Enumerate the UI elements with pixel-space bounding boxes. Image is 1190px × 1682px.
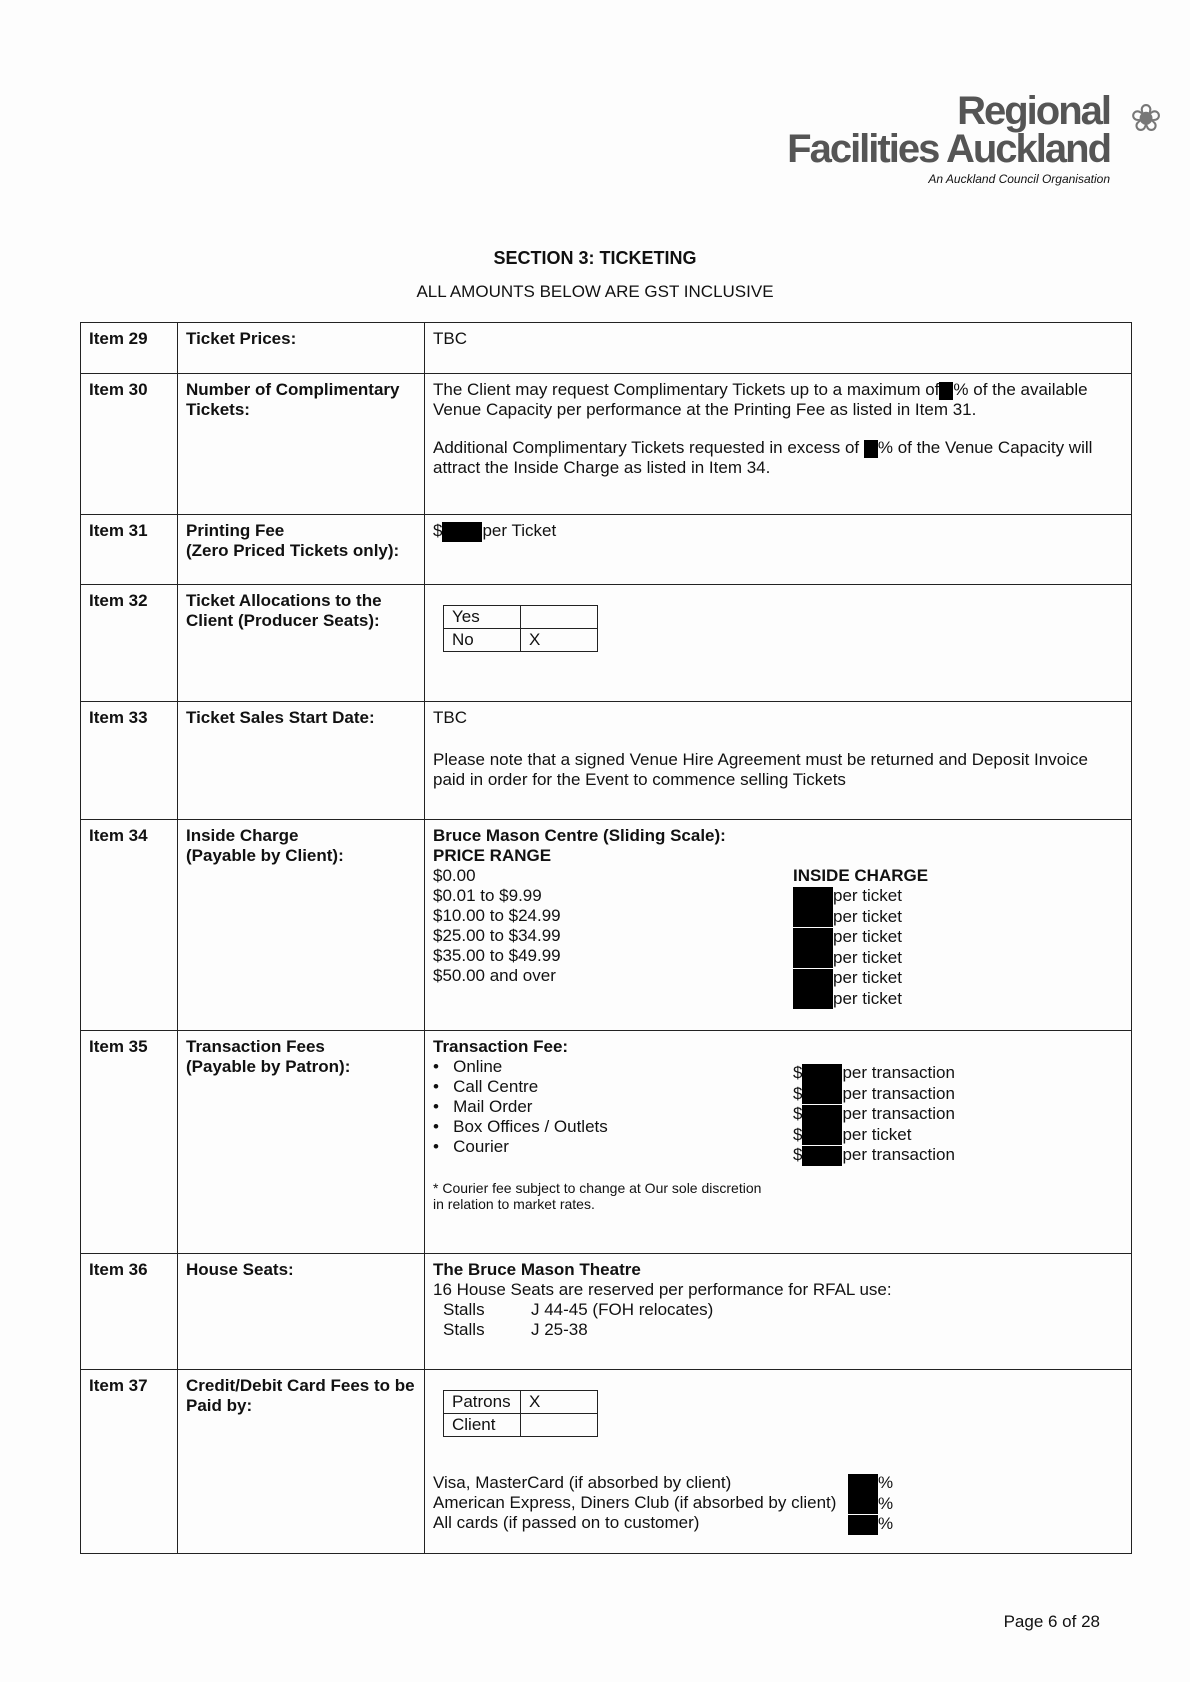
table-row: [81, 323, 1132, 374]
currency: $: [793, 1083, 803, 1103]
heading: Transaction Fee:: [433, 1037, 569, 1056]
fee-name: Box Offices / Outlets: [453, 1117, 608, 1136]
yes-label: Yes: [444, 606, 521, 629]
patrons-label: Patrons: [444, 1391, 521, 1414]
text: The Client may request Complimentary Tickets up to a maximum of: [433, 380, 940, 399]
label: Inside Charge: [186, 826, 299, 845]
heading: The Bruce Mason Theatre: [433, 1260, 641, 1279]
yes-no-table: [443, 605, 598, 652]
redaction: [848, 1515, 878, 1535]
item-label: Credit/Debit Card Fees to be Paid by:: [178, 1370, 425, 1554]
label: (Payable by Patron):: [186, 1057, 351, 1076]
unit: per ticket: [833, 988, 902, 1008]
item-label: [178, 515, 425, 585]
price-range: $10.00 to $24.99: [433, 906, 561, 925]
item-number: Item 35: [81, 1031, 178, 1254]
label: Printing Fee: [186, 521, 285, 540]
percent: %: [878, 1473, 894, 1492]
fee-name: Mail Order: [453, 1097, 533, 1116]
table-row: [81, 1254, 1132, 1370]
currency: $: [793, 1063, 803, 1082]
label: (Zero Priced Tickets only):: [186, 541, 400, 560]
footnote: * Courier fee subject to change at Our sole discretion in relation to market rates.: [433, 1179, 762, 1212]
item-number: Item 29: [81, 323, 178, 374]
item-label: [178, 820, 425, 1031]
redaction: [848, 1474, 878, 1494]
item-value: [425, 585, 1132, 702]
item-value: TBC: [425, 323, 1132, 374]
logo-line2: Facilities Auckland: [787, 127, 1110, 171]
redaction: [793, 887, 833, 907]
redaction: [793, 969, 833, 989]
unit: per ticket: [833, 968, 902, 988]
currency: $: [793, 1145, 803, 1165]
redaction: [802, 1064, 842, 1084]
text: Please note that a signed Venue Hire Agreement must be returned and Deposit Invoice paid in order for the Event to commence selling Tickets: [433, 750, 1088, 789]
item-label: House Seats:: [178, 1254, 425, 1370]
redaction: [802, 1105, 842, 1125]
redaction: [848, 1494, 878, 1514]
card-type: American Express, Diners Club (if absorbed by client): [433, 1493, 837, 1512]
percent: %: [878, 1514, 894, 1534]
col-header: INSIDE CHARGE: [793, 866, 929, 885]
pohutukawa-emblem-icon: ❀: [1130, 98, 1162, 140]
item-number: Item 34: [81, 820, 178, 1031]
text: Additional Complimentary Tickets requested in excess of: [433, 438, 860, 457]
logo-sub: An Auckland Council Organisation: [928, 172, 1110, 186]
heading: Bruce Mason Centre (Sliding Scale):: [433, 826, 726, 845]
fee-name: Call Centre: [453, 1077, 539, 1096]
patrons-mark: X: [521, 1391, 598, 1414]
price-range: $35.00 to $49.99: [433, 946, 561, 965]
item-value: [425, 1370, 1132, 1554]
text: $: [433, 521, 443, 540]
item-value: [425, 820, 1132, 1031]
redaction: [793, 989, 833, 1009]
currency: $: [793, 1104, 803, 1124]
section-subtitle: ALL AMOUNTS BELOW ARE GST INCLUSIVE: [416, 282, 774, 301]
redaction: [802, 1084, 842, 1104]
logo-line1: Regional: [957, 89, 1110, 133]
table-row: [81, 1031, 1132, 1254]
redaction: [793, 928, 833, 948]
col-header: PRICE RANGE: [433, 846, 552, 865]
fee-name: Courier: [453, 1137, 509, 1156]
card-fee-payer-table: [443, 1390, 598, 1437]
card-type: All cards (if passed on to customer): [433, 1513, 700, 1532]
fee-unit: per transaction: [842, 1145, 955, 1165]
redaction: [802, 1125, 842, 1145]
no-mark: X: [521, 629, 598, 652]
no-label: No: [444, 629, 521, 652]
table-row: [81, 702, 1132, 820]
table-row: [81, 515, 1132, 585]
item-number: Item 33: [81, 702, 178, 820]
item-number: Item 32: [81, 585, 178, 702]
label: Transaction Fees: [186, 1037, 325, 1056]
item-value: [425, 1254, 1132, 1370]
item-value: Transaction Fee: • Online • Call Centre • Mail Order • Box Offices / Outlets • Courier $ per transaction $ per transaction $ per transaction $ per ticket $ per transaction * Courier fee subject to change at Our sole discretion in relation to market rates.: [425, 1031, 1132, 1254]
seat-area: Stalls: [443, 1300, 485, 1319]
price-range: $25.00 to $34.99: [433, 926, 561, 945]
redaction: [793, 907, 833, 927]
seat-range: J 44-45 (FOH relocates): [531, 1300, 714, 1319]
redaction: [939, 382, 953, 400]
item-number: Item 31: [81, 515, 178, 585]
card-type: Visa, MasterCard (if absorbed by client): [433, 1473, 732, 1492]
ticketing-table: [80, 322, 1132, 1554]
text: TBC: [433, 708, 467, 727]
client-mark: [521, 1414, 598, 1437]
redaction: [802, 1146, 842, 1166]
item-number: Item 37: [81, 1370, 178, 1554]
price-range: $0.01 to $9.99: [433, 886, 542, 905]
table-row: [81, 820, 1132, 1031]
label: (Payable by Client):: [186, 846, 344, 865]
text: % of the available Venue Capacity per performance at the Printing Fee as listed in Item 31.: [433, 380, 1088, 419]
unit: per ticket: [833, 906, 902, 926]
item-label: Ticket Prices:: [178, 323, 425, 374]
unit: per ticket: [833, 927, 902, 947]
redaction: [864, 440, 878, 458]
item-number: Item 36: [81, 1254, 178, 1370]
yes-mark: [521, 606, 598, 629]
client-label: Client: [444, 1414, 521, 1437]
item-number: Item 30: [81, 374, 178, 515]
page-number: Page 6 of 28: [1003, 1612, 1100, 1631]
item-value: [425, 515, 1132, 585]
redaction: [793, 948, 833, 968]
unit: per ticket: [833, 886, 902, 905]
item-label: Ticket Sales Start Date:: [178, 702, 425, 820]
text: per Ticket: [482, 521, 557, 540]
fee-unit: per transaction: [842, 1083, 955, 1103]
rfa-logo: [787, 89, 1162, 186]
seat-area: Stalls: [443, 1320, 485, 1339]
seat-range: J 25-38: [531, 1320, 588, 1339]
price-range: $0.00: [433, 866, 476, 885]
item-label: Number of Complimentary Tickets:: [178, 374, 425, 515]
table-row: [81, 1370, 1132, 1554]
fee-unit: per ticket: [842, 1124, 912, 1144]
price-range: $50.00 and over: [433, 966, 556, 985]
fee-unit: per transaction: [842, 1063, 955, 1082]
redaction: [442, 522, 482, 542]
fee-name: Online: [453, 1057, 503, 1076]
text: 16 House Seats are reserved per performance for RFAL use:: [433, 1280, 892, 1299]
item-label: [178, 1031, 425, 1254]
item-value: [425, 702, 1132, 820]
unit: per ticket: [833, 947, 902, 967]
currency: $: [793, 1124, 803, 1144]
item-label: Ticket Allocations to the Client (Producer Seats):: [178, 585, 425, 702]
item-value: [425, 374, 1132, 515]
section-title: SECTION 3: TICKETING: [493, 248, 697, 268]
fee-unit: per transaction: [842, 1104, 955, 1124]
table-row: [81, 585, 1132, 702]
text: % of the Venue Capacity will attract the Inside Charge as listed in Item 34.: [433, 438, 1093, 477]
percent: %: [878, 1493, 894, 1513]
table-row: [81, 374, 1132, 515]
